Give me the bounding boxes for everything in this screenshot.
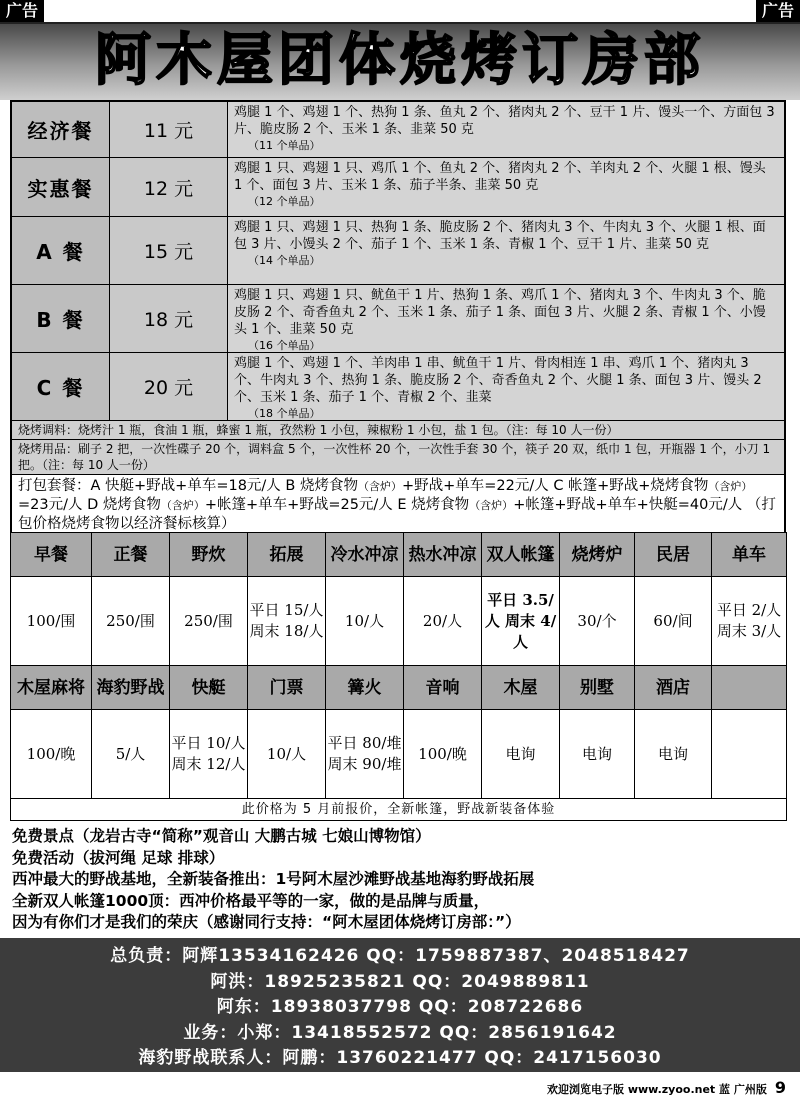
menu-count: （16 个单品） bbox=[248, 339, 321, 352]
facility-price: 250/围 bbox=[92, 577, 170, 666]
facility-header-row bbox=[11, 533, 787, 577]
facility-header: 门票 bbox=[248, 666, 326, 710]
ad-tag-right: 广告 bbox=[756, 0, 800, 22]
free-line: 免费景点（龙岩古寺“简称”观音山 大鹏古城 七娘山博物馆） bbox=[12, 827, 431, 845]
facility-price: 60/间 bbox=[635, 577, 712, 666]
menu-price: 20 元 bbox=[110, 353, 228, 420]
package-text: =23元/人 D 烧烤食物 bbox=[18, 497, 161, 513]
menu-count: （12 个单品） bbox=[248, 195, 321, 208]
facility-price: 平日 80/堆 周末 90/堆 bbox=[326, 710, 404, 799]
facility-header: 音响 bbox=[404, 666, 482, 710]
facility-header: 烧烤炉 bbox=[560, 533, 635, 577]
menu-row bbox=[12, 217, 784, 285]
package-stove-note: （含炉） bbox=[469, 499, 514, 512]
contact-line: 阿东：18938037798 QQ：208722686 bbox=[216, 997, 584, 1017]
facility-price: 平日 3.5/人 周末 4/人 bbox=[482, 577, 560, 666]
facility-header: 木屋麻将 bbox=[11, 666, 92, 710]
facility-price bbox=[712, 710, 787, 799]
facility-header-row bbox=[11, 666, 787, 710]
menu-name: 实惠餐 bbox=[12, 158, 110, 216]
free-line: 因为有你们才是我们的荣庆（感谢同行支持：“阿木屋团体烧烤订房部：”） bbox=[12, 913, 521, 931]
package-deals bbox=[12, 475, 784, 538]
facility-price: 100/晚 bbox=[11, 710, 92, 799]
menu-price: 12 元 bbox=[110, 158, 228, 216]
facility-header: 野炊 bbox=[170, 533, 248, 577]
facility-price: 10/人 bbox=[326, 577, 404, 666]
contact-panel bbox=[0, 938, 800, 1072]
title-banner bbox=[0, 22, 800, 100]
page-footer bbox=[547, 1078, 786, 1097]
menu-price: 11 元 bbox=[110, 102, 228, 157]
menu-items bbox=[228, 158, 784, 216]
menu-name: A 餐 bbox=[12, 217, 110, 284]
facility-header: 别墅 bbox=[560, 666, 635, 710]
menu-items-text: 鸡腿 1 个、鸡翅 1 个、羊肉串 1 串、鱿鱼干 1 片、骨肉相连 1 串、鸡爪 1 个、猪肉丸 3 个、牛肉丸 3 个、热狗 1 条、脆皮肠 2 个、奇香鱼丸 2 个、火腿 1 条、面包 3 片、馒头 2 个、玉米 1 条、茄子 1 个、青椒 2 个、韭菜 bbox=[234, 356, 762, 405]
package-text: 打包套餐：A 快艇+野战+单车=18元/人 B 烧烤食物 bbox=[18, 478, 358, 494]
contact-line: 阿洪：18925235821 QQ：2049889811 bbox=[210, 971, 590, 992]
facility-price: 5/人 bbox=[92, 710, 170, 799]
menu-items bbox=[228, 285, 784, 352]
facility-header: 酒店 bbox=[635, 666, 712, 710]
facility-price: 100/晚 bbox=[404, 710, 482, 799]
facility-header: 篝火 bbox=[326, 666, 404, 710]
package-text: +野战+单车=22元/人 C 帐篷+野战+烧烤食物 bbox=[401, 478, 709, 494]
supplies-note: 烧烤用品：刷子 2 把，一次性碟子 20 个，调料盒 5 个，一次性杯 20 个，一次性手套 30 个，筷子 20 双，纸巾 1 包，开瓶器 1 个，小刀 1 把。（注：每 10 人一份） bbox=[12, 440, 784, 475]
ad-tag-left: 广告 bbox=[0, 0, 44, 22]
seasoning-note: 烧烤调料：烧烤汁 1 瓶，食油 1 瓶，蜂蜜 1 瓶，孜然粉 1 小包，辣椒粉 1 小包，盐 1 包。（注：每 10 人一份） bbox=[12, 421, 784, 440]
footer-text: 欢迎浏览电子版 www.zyoo.net 蓝 广州版 bbox=[546, 1083, 767, 1096]
free-line: 西冲最大的野战基地，全新装备推出：1号阿木屋沙滩野战基地海豹野战拓展 bbox=[12, 870, 535, 888]
facility-header: 拓展 bbox=[248, 533, 326, 577]
menu-name: C 餐 bbox=[12, 353, 110, 420]
menu-row bbox=[12, 158, 784, 217]
package-stove-note: （含炉） bbox=[357, 480, 402, 493]
facility-price: 30/个 bbox=[560, 577, 635, 666]
facility-price: 250/围 bbox=[170, 577, 248, 666]
facility-price-table bbox=[10, 532, 787, 821]
facility-price: 平日 10/人 周末 12/人 bbox=[170, 710, 248, 799]
menu-items-text: 鸡腿 1 只、鸡翅 1 只、鱿鱼干 1 片、热狗 1 条、鸡爪 1 个、猪肉丸 3 个、牛肉丸 3 个、脆皮肠 2 个、奇香鱼丸 2 个、玉米 1 条、茄子 1 条、面包 3 片、火腿 2 条、青椒 1 个、小馒头 1 个、韭菜 50 克 bbox=[234, 288, 766, 337]
menu-row bbox=[12, 353, 784, 421]
free-line: 全新双人帐篷1000顶：西冲价格最平等的一家，做的是品牌与质量， bbox=[12, 891, 490, 910]
menu-items-text: 鸡腿 1 只、鸡翅 1 只、热狗 1 条、脆皮肠 2 个、猪肉丸 3 个、牛肉丸 3 个、火腿 1 根、面包 3 片、小馒头 2 个、茄子 1 个、玉米 1 条、青椒 1 个、豆干 1 片、韭菜 50 克 bbox=[234, 220, 766, 252]
facility-header bbox=[712, 666, 787, 710]
menu-name: 经济餐 bbox=[12, 102, 110, 157]
facility-price: 20/人 bbox=[404, 577, 482, 666]
menu-count: （18 个单品） bbox=[248, 407, 321, 420]
facility-price: 100/围 bbox=[11, 577, 92, 666]
facility-header: 冷水冲凉 bbox=[326, 533, 404, 577]
menu-items bbox=[228, 102, 784, 157]
menu-row bbox=[12, 285, 784, 353]
facility-price-row bbox=[11, 710, 787, 799]
facility-note-row bbox=[11, 799, 787, 821]
menu-count: （14 个单品） bbox=[248, 254, 321, 267]
package-stove-note: （含炉） bbox=[160, 499, 205, 512]
facility-header: 民居 bbox=[635, 533, 712, 577]
menu-items bbox=[228, 217, 784, 284]
menu-items-text: 鸡腿 1 个、鸡翅 1 个、热狗 1 条、鱼丸 2 个、猪肉丸 2 个、豆干 1 片、馒头一个、方面包 3 片、脆皮肠 2 个、玉米 1 条、韭菜 50 克 bbox=[234, 105, 775, 137]
price-note: 此价格为 5 月前报价，全新帐篷，野战新装备体验 bbox=[11, 799, 787, 821]
facility-price: 平日 15/人 周末 18/人 bbox=[248, 577, 326, 666]
page-number: 9 bbox=[774, 1078, 786, 1097]
free-line: 免费活动（拔河绳 足球 排球） bbox=[12, 848, 225, 867]
page-title: 阿木屋团体烧烤订房部 bbox=[95, 28, 705, 93]
package-stove-note: （含炉） bbox=[708, 480, 753, 493]
menu-items bbox=[228, 353, 784, 420]
facility-header: 热水冲凉 bbox=[404, 533, 482, 577]
facility-header: 早餐 bbox=[11, 533, 92, 577]
menu-items-text: 鸡腿 1 只、鸡翅 1 只、鸡爪 1 个、鱼丸 2 个、猪肉丸 2 个、羊肉丸 2 个、火腿 1 根、馒头 1 个、面包 3 片、玉米 1 条、茄子半条、韭菜 50 克 bbox=[234, 161, 766, 193]
package-text: +帐篷+单车+野战=25元/人 E 烧烤食物 bbox=[204, 497, 470, 513]
facility-price: 平日 2/人 周末 3/人 bbox=[712, 577, 787, 666]
menu-price: 15 元 bbox=[110, 217, 228, 284]
contact-line: 海豹野战联系人：阿鹏：13760221477 QQ：2417156030 bbox=[138, 1048, 662, 1068]
contact-line: 总负责：阿辉13534162426 QQ：1759887387、2048518427 bbox=[110, 946, 690, 966]
facility-price: 电询 bbox=[482, 710, 560, 799]
facility-header: 单车 bbox=[712, 533, 787, 577]
menu-row bbox=[12, 102, 784, 158]
package-text: +帐篷+野战+单车+快艇=40元/人 （打包价格烧烤食物以经济餐标核算） bbox=[18, 497, 776, 532]
facility-price: 10/人 bbox=[248, 710, 326, 799]
facility-header: 快艇 bbox=[170, 666, 248, 710]
facility-header: 双人帐篷 bbox=[482, 533, 560, 577]
menu-count: （11 个单品） bbox=[248, 139, 321, 152]
facility-header: 海豹野战 bbox=[92, 666, 170, 710]
free-info bbox=[12, 826, 788, 934]
menu-price: 18 元 bbox=[110, 285, 228, 352]
facility-header: 木屋 bbox=[482, 666, 560, 710]
contact-line: 业务：小郑：13418552572 QQ：2856191642 bbox=[183, 1022, 617, 1043]
facility-price: 电询 bbox=[635, 710, 712, 799]
bbq-menu-table bbox=[10, 100, 786, 538]
facility-price: 电询 bbox=[560, 710, 635, 799]
facility-price-row bbox=[11, 577, 787, 666]
menu-name: B 餐 bbox=[12, 285, 110, 352]
facility-header: 正餐 bbox=[92, 533, 170, 577]
